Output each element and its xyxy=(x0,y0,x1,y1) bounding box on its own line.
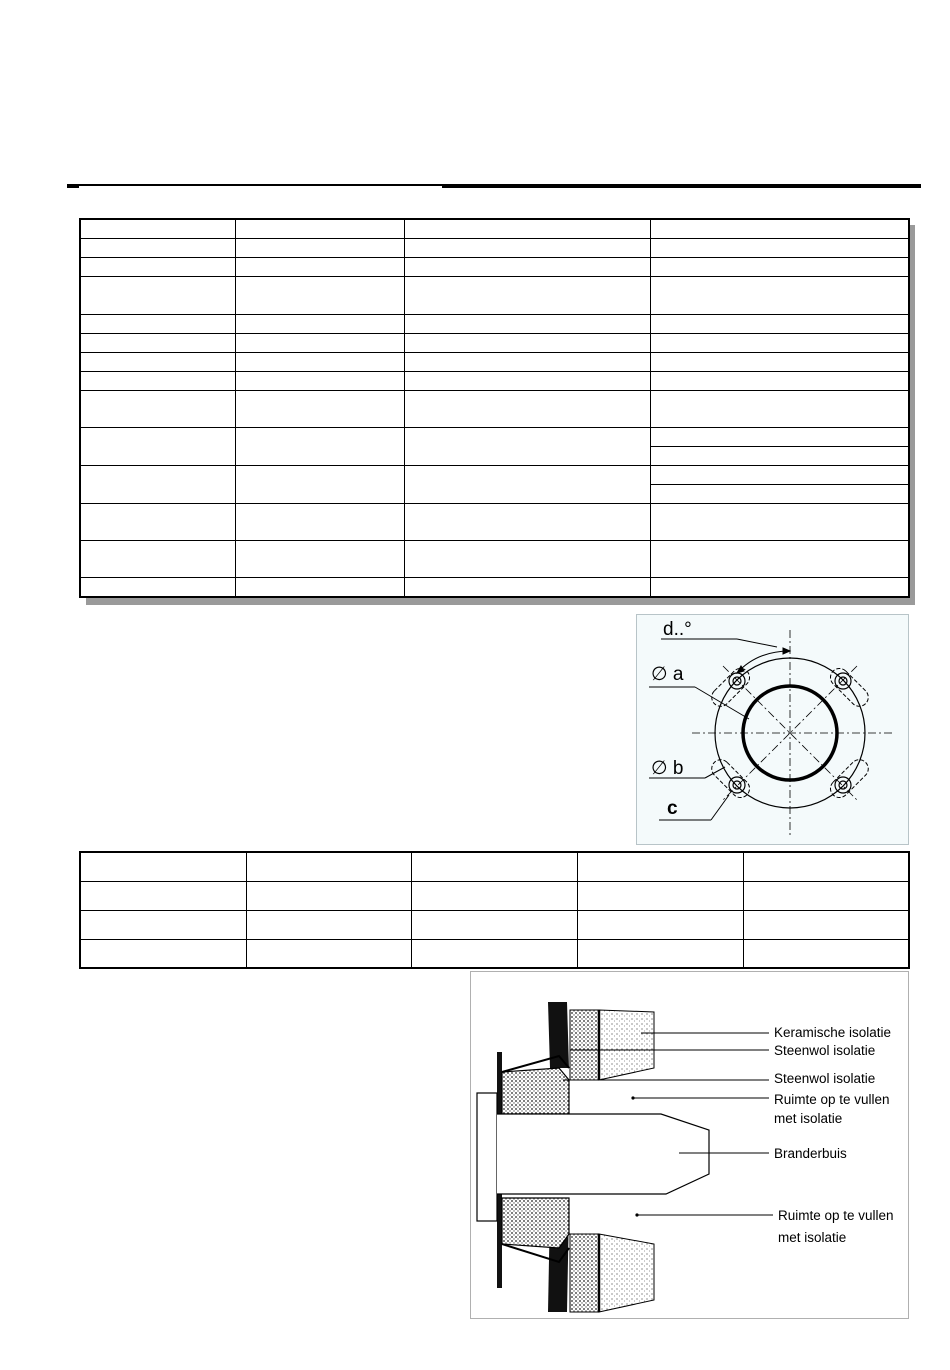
table-row xyxy=(80,466,909,485)
table-row xyxy=(80,390,909,427)
table-row xyxy=(80,541,909,578)
label-steenwol-2: Steenwol isolatie xyxy=(774,1071,876,1086)
label-ceramic-insulation: Keramische isolatie xyxy=(774,1025,892,1040)
angle-label: d..° xyxy=(663,619,692,640)
label-burner-tube: Branderbuis xyxy=(774,1146,847,1161)
flange-centerlines xyxy=(692,630,892,837)
table-row xyxy=(80,257,909,276)
steenwol-wedge-top xyxy=(502,1068,569,1114)
table-row xyxy=(80,578,909,597)
table-row xyxy=(80,238,909,257)
label-fill-space-bottom-1: Ruimte op te vullen xyxy=(778,1208,894,1223)
table-row xyxy=(80,881,909,910)
header-rule-thin xyxy=(67,184,442,186)
steenwol-wedge-bottom xyxy=(502,1198,569,1248)
table-row xyxy=(80,852,909,881)
insulation-diagram xyxy=(470,971,909,1319)
label-fill-space-top-1: Ruimte op te vullen xyxy=(774,1092,890,1107)
label-fill-space-top-2: met isolatie xyxy=(774,1111,843,1126)
table-row xyxy=(80,428,909,447)
table-row xyxy=(80,333,909,352)
table-row xyxy=(80,504,909,541)
table-row xyxy=(80,939,909,968)
table-row xyxy=(80,352,909,371)
flange-diagram xyxy=(636,614,909,845)
table-row xyxy=(80,219,909,238)
bolt-c-label: c xyxy=(667,798,678,819)
burner-flange xyxy=(477,1093,497,1221)
header-rule-thick xyxy=(442,184,921,188)
ceramic-insulation-bottom xyxy=(570,1234,654,1312)
table-row xyxy=(80,276,909,314)
burner-tube xyxy=(497,1114,709,1194)
diameter-b-label: ∅ b xyxy=(651,758,684,779)
label-steenwol-1: Steenwol isolatie xyxy=(774,1043,876,1058)
table-row xyxy=(80,910,909,939)
label-fill-space-bottom-2: met isolatie xyxy=(778,1230,847,1245)
spec-table xyxy=(79,218,910,598)
table-row xyxy=(80,314,909,333)
ceramic-insulation-top xyxy=(570,1010,654,1080)
diameter-a-label: ∅ a xyxy=(651,664,684,685)
dimensions-table xyxy=(79,851,910,969)
spec-table-container xyxy=(79,218,908,598)
table-row xyxy=(80,371,909,390)
